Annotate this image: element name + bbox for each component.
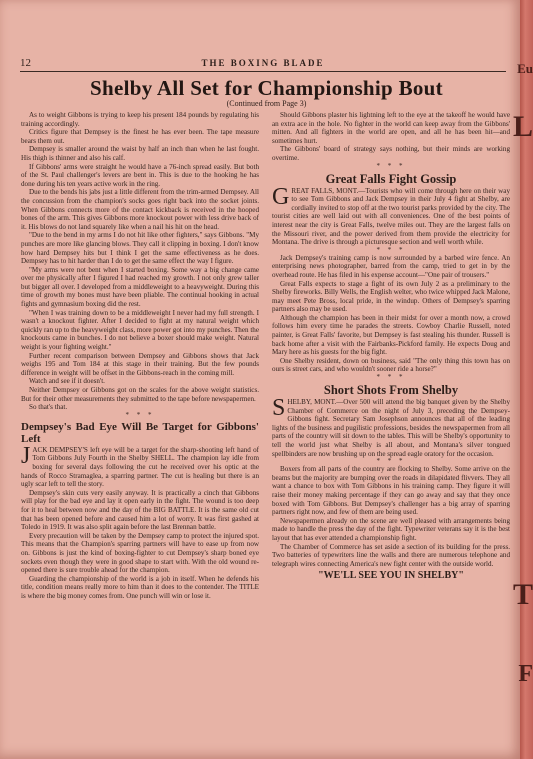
article-paragraph: "Due to the bend in my arms I do not hit like other fighters," says Gibbons. "My punches are more like glancing blows. They call it clipping in boxing. I don't know how hard Dempsey hits but I think I get the same effectiveness as he does. Dempsey has to hit harder than I do to get the same effect the way I figure. [21, 231, 259, 266]
short-shots-lead-paragraph: SHELBY, MONT.—Over 500 will attend the big banquet given by the Shelby Chamber of Commerce on the night of July 3, preceding the Dempsey-Gibbons fight. Secretary Sam Josephson announces that all of the leading lights of the business and pugilistic professions, besides the newspapermen from all parts of the country will sit down to the tables. This will be Shelby's opportunity to tell the world just what Shelby is all about, and Montana's silver tongued spellbinders are now brushing up on the spread eagle oratory for the occasion. [272, 395, 510, 458]
article-paragraph: Great Falls expects to stage a fight of its own July 2 as a preliminary to the Shelby fireworks. Billy Wells, the English welter, who twice whipped Jack Malone, may meet Pete Bross, local pride, in the windup. Others of Dempsey's sparring partners also may be used. [272, 279, 510, 314]
right-intro-paragraphs [272, 111, 510, 163]
section-heading-bad-eye: Dempsey's Bad Eye Will Be Target for Gibbons' Left [21, 420, 259, 445]
section-divider: * * * [125, 410, 155, 419]
bad-eye-lead-paragraph: JACK DEMPSEY'S left eye will be a target for the sharp-shooting left hand of Tom Gibbons July Fourth in the Shelby SHELL. The champion lay idle from boxing for several days following the cut he received over his optic at the hands of Rocco Stramaglea, a sparring partner. The cut is healing but there is an ugly scar left to tell the story. [21, 442, 259, 489]
article-paragraph: So that's that. [29, 403, 68, 412]
continued-note: (Continued from Page 3) [226, 99, 307, 108]
article-paragraph: Boxers from all parts of the country are flocking to Shelby. Some arrive on the beams but the majority are bumping over the roads in dilapidated flivvers. They all want a chance to box with Tom Gibbons in his training camp. They figure it will raise their money making percentage if they can go away and say that they once boxed with Tom Gibbons. But Dempsey's challenger has a big array of sparring partners right now, and few of them are being used. [272, 465, 510, 517]
section-divider: * * * [376, 373, 406, 382]
article-paragraph: Although the champion has been in their midst for over a month now, a crowd follows him every time he parades the streets. Cowboy Charlie Russell, noted painter, is Great Falls' favorite, but Dempsey is fast stealing his thunder. Russell is back home after a visit with the Fairbanks-Pickford family. He expects Doug and Mary here as his guests for the big fight. [272, 313, 510, 357]
gossip-lead-paragraph: GREAT FALLS, MONT.—Tourists who will come through here on their way to see Tom Gibbons and Jack Dempsey in their July 4 fight at Shelby, are cordially invited to stop off at the two tourist parks provided by the city. The tourist cities are well laid out with all conveniences. One of the best points of interest near the city is Great Falls, twelve miles out. They are the largest falls on the Missouri river, and the power derived from them provide the electricity for Montana. The drive is through a picturesque section and well worth while. [272, 183, 510, 247]
short-shots-paragraphs [272, 465, 510, 568]
article-paragraph: Due to the bends his jabs just a little different from the trim-armed Dempsey. All the concussion from the champion's socks goes right back into the socket joints. When Gibbons connects more of the contact kickback is received in the hooped bones of the arm. This gives Gibbons more knockout power with less drive back of it. His blows do not land squarely like when a nail his hit on the head. [21, 188, 259, 231]
right-column [272, 111, 510, 581]
publication-title: THE BOXING BLADE [201, 58, 325, 68]
headline: Shelby All Set for Championship Bout [90, 76, 443, 100]
drop-cap: S [272, 395, 286, 422]
gossip-paragraphs [272, 254, 510, 374]
article-paragraph: "When I was training down to be a middleweight I never had my full strength. I wasn't a knockout fighter. After I decided to fight at my natural weight which quickly ran up to the heavyweight class, more power got into my punches. Then the knockouts came in bunches. I do not believe a boxer should make weight. Natural weight is your fighting weight." [21, 308, 259, 352]
running-header [20, 57, 506, 72]
section-divider: * * * [376, 457, 406, 466]
article-paragraph: Dempsey is smaller around the waist by half an inch than when he last fought. His thigh is thinner and also his calf. [21, 145, 259, 162]
article-paragraph: Should Gibbons plaster his lightning left to the eye at the takeoff he would have an extra ace in the hole. No fighter in the world can keep away from the Gibbons' mitten. And all fighters in the world are open, and all he has been hit—and sometimes hurt. [272, 111, 510, 145]
adjacent-letter: L [512, 110, 533, 143]
article-paragraph: Critics figure that Dempsey is the finest he has ever been. The tape measure bears them out. [21, 128, 259, 145]
drop-cap: G [272, 183, 290, 210]
section-divider: * * * [376, 245, 406, 254]
article-paragraph: Watch and see if it doesn't. [29, 377, 105, 386]
drop-cap: J [21, 442, 31, 469]
adjacent-letter: T [512, 578, 533, 611]
section-divider: * * * [376, 161, 406, 170]
article-paragraph: Dempsey's skin cuts very easily anyway. It is practically a cinch that Gibbons will play for the bad eye and lay it open early in the fight. The wound is too deep for it to heal between now and the day of the BIG BATTLE. It is the same old cut that has been opened before and caused him a lot of worry. It was first gashed at Toledo in 1919. It was also split again before the last Brennan battle. [21, 488, 259, 532]
article-paragraph: The Chamber of Commerce has set aside a section of its building for the press. Two batteries of typewriters line the walls and there are numerous telephone and telegraph wires connecting America's new fight center with the outside world. [272, 542, 510, 568]
article-paragraph: As to weight Gibbons is trying to keep his present 184 pounds by regulating his training accordingly. [21, 111, 259, 128]
article-paragraph: "My arms were not bent when I started boxing. Some way a big change came over me physically after I figured I had reached my growth. I not only grew taller but bigger all over. I developed from a middleweight to a heavyweight. During this time of growth my bones must have been pliable. The continual hooking in actual fights and gymnasium boxing did the rest. [21, 265, 259, 309]
closing-slogan: "WE'LL SEE YOU IN SHELBY" [318, 570, 464, 582]
left-column [21, 111, 259, 600]
article-paragraph: Jack Dempsey's training camp is now surrounded by a barbed wire fence. An enterprising news photographer, barred from the camp, tried to get in by the overhead route. He has filed in his expense account—"One pair of trousers." [272, 253, 510, 279]
adjacent-page-edge [512, 0, 533, 759]
article-paragraph: Neither Dempsey or Gibbons got on the scales for the above weight statistics. But for their other measurements they submitted to the tape before newspapermen. [21, 386, 259, 403]
article-paragraph: The Gibbons' board of strategy says nothing, but their minds are working overtime. [272, 145, 510, 162]
section-heading-gossip: Great Falls Fight Gossip [325, 171, 457, 186]
article-paragraph: Further recent comparison between Dempsey and Gibbons shows that Jack weighs 195 and Tom 184 at this stage in their training. But the few pounds difference in weight will be offset in the Gibbons-reach in the coming mill. [21, 351, 259, 377]
adjacent-letter: Eu [517, 61, 533, 76]
article-paragraph: Every precaution will be taken by the Dempsey camp to protect the injured spot. This means that the Champion's sparring partners will have to ease up from now on. Gibbons is just the kind of boxing-fighter to cut Dempsey's sharp boned eye sockets even though they were in good shape to start with. With the old wound re-opened there is sure trouble ahead for the champion. [21, 531, 259, 575]
left-paragraphs [21, 111, 259, 412]
article-paragraph: One Shelby resident, down on business, said "The only thing this town has on ours is street cars, and who wouldn't sooner ride a horse?" [272, 356, 510, 374]
adjacent-letter: F [518, 661, 533, 687]
page-number: 12 [20, 57, 31, 69]
section-heading-short-shots: Short Shots From Shelby [323, 383, 459, 398]
bad-eye-paragraphs [21, 489, 259, 601]
article-paragraph: If Gibbons' arms were straight he would have a 76-inch spread easily. But both of the St. Paul challenger's levers are bent in. This is due to the hooking he has done during his ten years active work in the ring. [21, 162, 259, 188]
article-paragraph: Guarding the championship of the world is a job in itself. When he defends his title, condition means really more to him than it does to the contender. The TITLE is where the big money comes from. One punch will win or lose it. [21, 574, 259, 600]
article-paragraph: Newspapermen already on the scene are well pleased with arrangements being made to handle the press the day of the fight. Typewriter veterans say it is the best layout that has ever attended a championship fight. [272, 516, 510, 542]
